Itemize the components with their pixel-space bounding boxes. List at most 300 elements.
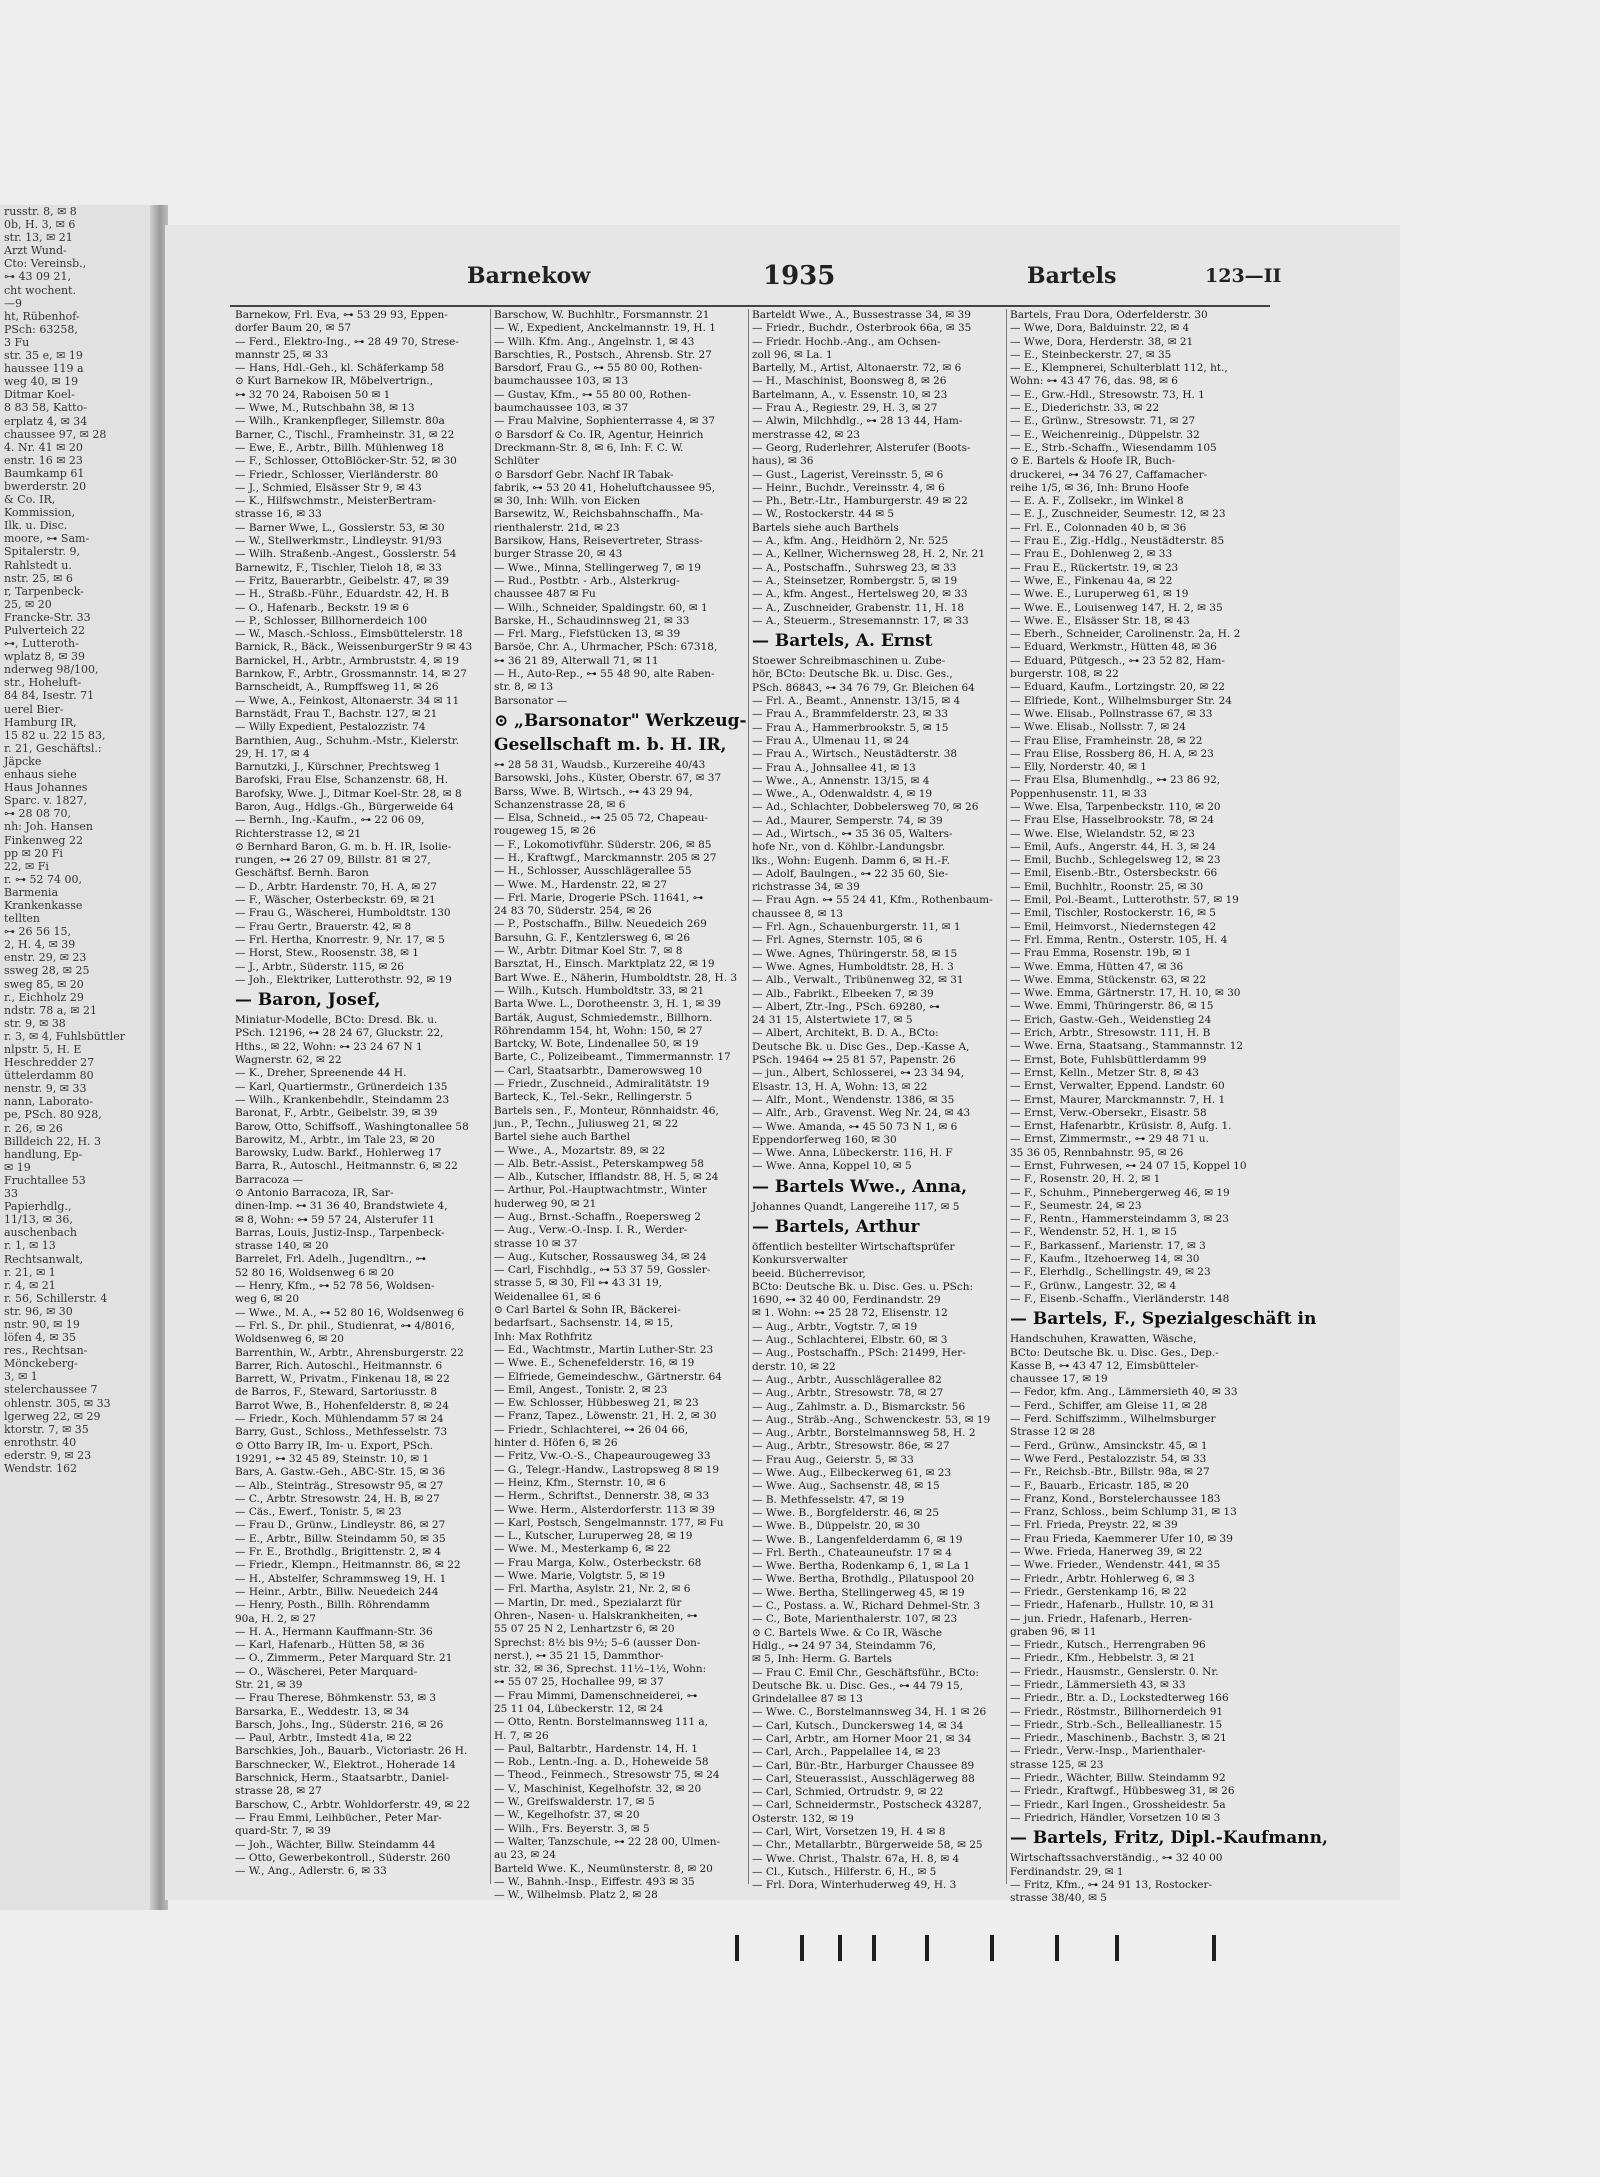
directory-entry: — Frl. S., Dr. phil., Studienrat, ⊶ 4/8016, — [235, 1319, 455, 1332]
directory-entry: — Ew. Schlosser, Hübbesweg 21, ✉ 23 — [494, 1397, 699, 1410]
directory-entry: — Wwe. Emma, Hütten 47, ✉ 36 — [1010, 960, 1184, 973]
directory-entry: — F., Schlosser, OttoBlöcker-Str. 52, ✉ 30 — [235, 455, 457, 468]
directory-entry: strasse 16, ✉ 33 — [235, 508, 322, 521]
directory-entry: Barschnick, Herm., Staatsarbtr., Daniel- — [235, 1772, 449, 1785]
prev-page-line: ⊶ 26 56 15, — [4, 925, 71, 939]
directory-entry: — W., Expedient, Anckelmannstr. 19, H. 1 — [494, 322, 716, 335]
directory-entry: — Karl, Hafenarb., Hütten 58, ✉ 36 — [235, 1639, 425, 1652]
directory-entry: — E., Arbtr., Billw. Steindamm 50, ✉ 35 — [235, 1532, 446, 1545]
directory-entry: Barteck, K., Tel.-Sekr., Rellingerstr. 5 — [494, 1091, 693, 1104]
prev-page-line: Ditmar Koel- — [4, 388, 75, 402]
directory-entry: rienthalerstr. 21d, ✉ 23 — [494, 521, 620, 534]
directory-entry: Barschnecker, W., Elektrot., Hoherade 14 — [235, 1758, 456, 1771]
directory-entry: — Ernst, Verw.-Obersekr., Eisastr. 58 — [1010, 1106, 1207, 1119]
directory-entry: — Friedr., Kraftwgf., Hübbesweg 31, ✉ 26 — [1010, 1785, 1235, 1798]
directory-entry: — Alb., Kutscher, Ifflandstr. 88, H. 5, ✉ 24 — [494, 1171, 719, 1184]
directory-entry: — W., Wilhelmsb. Platz 2, ✉ 28 — [494, 1889, 658, 1902]
directory-entry: Hdlg., ⊶ 24 97 34, Steindamm 76, — [752, 1639, 936, 1652]
directory-entry: — Wwe. M., Hardenstr. 22, ✉ 27 — [494, 878, 668, 891]
directory-entry: — Aug., Arbtr., Ausschlägerallee 82 — [752, 1373, 942, 1386]
directory-entry: — Wwe. Emmi, Thüringerstr. 86, ✉ 15 — [1010, 1000, 1214, 1013]
directory-entry: huderweg 90, ✉ 21 — [494, 1197, 597, 1210]
header-year: 1935 — [763, 261, 836, 291]
directory-entry: — Albert, Ztr.-Ing., PSch. 69280, ⊶ — [752, 1000, 940, 1013]
directory-entry: — Arthur, Pol.-Hauptwachtmstr., Winter — [494, 1184, 707, 1197]
directory-entry: — Ad., Wirtsch., ⊶ 35 36 05, Walters- — [752, 827, 953, 840]
directory-entry: — Bartels, Fritz, Dipl.-Kaufmann, — [1010, 1828, 1328, 1849]
directory-entry: Barsonator — — [494, 694, 568, 707]
directory-entry: — Ernst, Bote, Fuhlsbüttlerdamm 99 — [1010, 1053, 1207, 1066]
directory-entry: — E., Grünw., Stresowstr. 71, ✉ 27 — [1010, 415, 1196, 428]
directory-entry: — Wwe Ferd., Pestalozzistr. 54, ✉ 33 — [1010, 1452, 1207, 1465]
directory-entry: — Bartels Wwe., Anna, — [752, 1176, 968, 1197]
directory-entry: Barow, Otto, Schiffsoff., Washingtonallee 58 — [235, 1120, 469, 1133]
directory-entry: Konkursverwalter — [752, 1254, 848, 1267]
prev-page-line: r. 21, Geschäftsl.: — [4, 741, 102, 755]
directory-entry: ✉ 1. Wohn: ⊶ 25 28 72, Elisenstr. 12 — [752, 1307, 948, 1320]
prev-page-line: —9 — [4, 296, 22, 310]
directory-entry: Barnutzki, J., Kürschner, Prechtsweg 1 — [235, 761, 441, 774]
directory-entry: ⊶ 55 07 25, Hochallee 99, ✉ 37 — [494, 1676, 664, 1689]
directory-entry: — Gustav, Kfm., ⊶ 55 80 00, Rothen- — [494, 388, 691, 401]
directory-entry: Barschties, R., Postsch., Ahrensb. Str. 27 — [494, 348, 712, 361]
directory-entry: — F., Elerhdlg., Schellingstr. 49, ✉ 23 — [1010, 1266, 1211, 1279]
directory-entry: — Wwe. Agnes, Humboldtstr. 28, H. 3 — [752, 960, 954, 973]
prev-page-line: nlpstr. 5, H. E — [4, 1043, 82, 1056]
directory-entry: baumchaussee 103, ✉ 13 — [494, 375, 629, 388]
directory-entry: — Wwe. Bertha, Stellingerweg 45, ✉ 19 — [752, 1586, 965, 1599]
directory-entry: — Frau Elise, Framheinstr. 28, ✉ 22 — [1010, 734, 1203, 747]
directory-entry: — Wwe. Elisab., Nollsstr. 7, ✉ 24 — [1010, 721, 1186, 734]
directory-entry: dorfer Baum 20, ✉ 57 — [235, 322, 352, 335]
directory-entry: — Bernh., Ing.-Kaufm., ⊶ 22 06 09, — [235, 814, 425, 827]
directory-entry: Barrelet, Frl. Adelh., Jugendltrn., ⊶ — [235, 1253, 426, 1266]
prev-page-line: Jäpcke — [4, 754, 42, 768]
directory-entry: — Franz, Schloss., beim Schlump 31, ✉ 13 — [1010, 1506, 1237, 1519]
directory-entry: — W., Kegelhofstr. 37, ✉ 20 — [494, 1809, 640, 1822]
directory-entry: — Carl, Schmied, Ortrudstr. 9, ✉ 22 — [752, 1786, 944, 1799]
directory-entry: — Frau Agn. ⊶ 55 24 41, Kfm., Rothenbaum- — [752, 894, 993, 907]
directory-entry: — Carl, Staatsarbtr., Damerowsweg 10 — [494, 1064, 703, 1077]
directory-entry: — Frau A., Wirtsch., Neustädterstr. 38 — [752, 748, 958, 761]
prev-page-line: stelerchaussee 7 — [4, 1383, 98, 1397]
directory-entry: — Frau Emma, Rosenstr. 19b, ✉ 1 — [1010, 947, 1192, 960]
directory-entry: graben 96, ✉ 11 — [1010, 1625, 1097, 1638]
directory-entry: — Frl. Marg., Fiefstücken 13, ✉ 39 — [494, 628, 681, 641]
directory-entry: — H., Straßb.-Führ., Eduardstr. 42, H. B — [235, 588, 449, 601]
directory-entry: — Frau Therese, Böhmkenstr. 53, ✉ 3 — [235, 1692, 437, 1705]
directory-entry: ✉ 5, Inh: Herm. G. Bartels — [752, 1653, 892, 1666]
directory-entry: Barschow, W. Buchhltr., Forsmannstr. 21 — [494, 309, 710, 321]
directory-entry: — J., Arbtr., Süderstr. 115, ✉ 26 — [235, 960, 404, 973]
directory-entry: — H. A., Hermann Kauffmann-Str. 36 — [235, 1625, 433, 1638]
directory-entry: — Barner Wwe, L., Gosslerstr. 53, ✉ 30 — [235, 521, 445, 534]
prev-page-line: nann, Laborato- — [4, 1095, 93, 1109]
directory-entry: — Frl. Hertha, Knorrestr. 9, Nr. 17, ✉ 5 — [235, 933, 445, 946]
directory-entry: — Fr., Reichsb.-Btr., Billstr. 98a, ✉ 27 — [1010, 1466, 1210, 1479]
prev-page-line: 8 83 58, Katto- — [4, 401, 87, 415]
prev-page-line: str., Hoheluft- — [4, 676, 82, 690]
directory-entry: Röhrendamm 154, ht, Wohn: 150, ✉ 27 — [494, 1024, 703, 1037]
directory-entry: — F., Bauarb., Ericastr. 185, ✉ 20 — [1010, 1479, 1189, 1492]
directory-entry: — Friedr., Lämmersieth 43, ✉ 33 — [1010, 1678, 1186, 1691]
prev-page-line: r, Tarpenbeck- — [4, 584, 84, 598]
prev-page-line: 3 Fu — [4, 335, 30, 349]
directory-entry: — Emil, Angest., Tonistr. 2, ✉ 23 — [494, 1383, 668, 1396]
directory-entry: — Frau G., Wäscherei, Humboldtstr. 130 — [235, 907, 451, 920]
directory-entry: Barrett, W., Privatm., Finkenau 18, ✉ 22 — [235, 1373, 450, 1386]
prev-page-line: Rechtsanwalt, — [4, 1252, 84, 1266]
directory-entry: — Ferd. Schiffszimm., Wilhelmsburger — [1010, 1413, 1216, 1426]
directory-entry: — Emil, Eisenb.-Btr., Ostersbeckstr. 66 — [1010, 867, 1218, 880]
directory-entry: — V., Maschinist, Kegelhofstr. 32, ✉ 20 — [494, 1782, 702, 1795]
directory-entry: Barte, C., Polizeibeamt., Timmermannstr. 17 — [494, 1051, 731, 1064]
directory-entry: — Eduard, Pütgesch., ⊶ 23 52 82, Ham- — [1010, 654, 1225, 667]
prev-page-line: r. ⊶ 52 74 00, — [4, 872, 83, 886]
directory-entry: strasse 10 ✉ 37 — [494, 1237, 578, 1250]
directory-entry: Deutsche Bk. u. Disc. Ges., ⊶ 44 79 15, — [752, 1679, 964, 1692]
prev-page-line: ohlenstr. 305, ✉ 33 — [4, 1396, 111, 1410]
directory-entry: — Henry, Posth., Billh. Röhrendamm — [235, 1599, 430, 1612]
directory-entry: Bars, A. Gastw.-Geh., ABC-Str. 15, ✉ 36 — [235, 1466, 446, 1479]
directory-entry: ⊙ Carl Bartel & Sohn IR, Bäckerei- — [494, 1304, 681, 1317]
directory-entry: Schanzenstrasse 28, ✉ 6 — [494, 798, 626, 811]
directory-entry: ⊙ Bernhard Baron, G. m. b. H. IR, Isolie- — [235, 840, 452, 853]
directory-entry: — Friedr., Kfm., Hebbelstr. 3, ✉ 21 — [1010, 1652, 1196, 1665]
prev-page-line: Heschredder 27 — [4, 1056, 95, 1070]
prev-page-line: 2, H. 4, ✉ 39 — [4, 938, 76, 952]
directory-entry: — Alwin, Milchhdlg., ⊶ 28 13 44, Ham- — [752, 415, 963, 428]
directory-entry: — Ernst, Maurer, Marckmannstr. 7, H. 1 — [1010, 1093, 1226, 1106]
directory-entry: — Frau Elsa, Blumenhdlg., ⊶ 23 86 92, — [1010, 774, 1221, 787]
header-rule — [230, 305, 1270, 307]
directory-entry: ⊙ Barsdorf & Co. IR, Agentur, Heinrich — [494, 428, 704, 441]
directory-entry: BCto: Deutsche Bk. u. Disc. Ges. u. PSch: — [752, 1280, 974, 1293]
directory-entry: PSch. 12196, ⊶ 28 24 67, Gluckstr. 22, — [235, 1027, 444, 1040]
column-3 — [748, 309, 1006, 1892]
directory-entry: — Frau Mimmi, Damenschneiderei, ⊶ — [494, 1689, 698, 1702]
directory-entry: Barner, C., Tischl., Framheinstr. 31, ✉ 22 — [235, 428, 455, 441]
directory-entry: — Elsa, Schneid., ⊶ 25 05 72, Chapeau- — [494, 812, 708, 825]
directory-entry: Dreckmann-Str. 8, ✉ 6, Inh: F. C. W. — [494, 441, 684, 454]
directory-entry: — Emil, Pol.-Beamt., Lutterothstr. 57, ✉ 19 — [1010, 894, 1239, 907]
directory-entry: merstrasse 42, ✉ 23 — [752, 428, 860, 441]
header-left-word: Barnekow — [467, 263, 591, 289]
prev-page-line: sweg 85, ✉ 20 — [4, 977, 84, 991]
directory-entry: öffentlich bestellter Wirtschaftsprüfer — [752, 1241, 955, 1253]
directory-entry: 29, H. 17, ✉ 4 — [235, 747, 310, 760]
directory-entry: — Wwe. Marie, Volgtstr. 5, ✉ 19 — [494, 1570, 666, 1583]
prev-page-line: Ilk. u. Disc. — [4, 519, 68, 533]
directory-entry: — Wwe. Emma, Stückenstr. 63, ✉ 22 — [1010, 973, 1207, 986]
directory-entry: — F., Kaufm., Itzehoerweg 14, ✉ 30 — [1010, 1253, 1200, 1266]
prev-page-line: nstr. 25, ✉ 6 — [4, 571, 73, 585]
directory-entry: — Wwe. Frieda, Hanerweg 39, ✉ 22 — [1010, 1546, 1203, 1559]
directory-entry: — Frl. Dora, Winterhuderweg 49, H. 3 — [752, 1879, 957, 1892]
directory-entry: — Frl. Berth., Chateauneufstr. 17 ✉ 4 — [752, 1546, 952, 1559]
prev-page-line: str. 13, ✉ 21 — [4, 231, 73, 245]
directory-entry: — Bartels, Arthur — [752, 1217, 920, 1237]
directory-entry: — Carl, Bür.-Btr., Harburger Chaussee 89 — [752, 1759, 975, 1772]
directory-entry: Bartels siehe auch Barthels — [752, 521, 899, 534]
directory-entry: Barsztat, H., Einsch. Marktplatz 22, ✉ 19 — [494, 958, 715, 971]
prev-page-line: r., Eichholz 29 — [4, 990, 84, 1004]
directory-entry: — Frau E., Zig.-Hdlg., Neustädterstr. 85 — [1010, 535, 1225, 548]
directory-entry: Bartelly, M., Artist, Altonaerstr. 72, ✉ 6 — [752, 362, 962, 375]
directory-entry: — Frau A., Brammfelderstr. 23, ✉ 33 — [752, 708, 949, 721]
directory-entry: — Emil, Tischler, Rostockerstr. 16, ✉ 5 — [1010, 907, 1216, 920]
directory-entry: beeid. Bücherrevisor, — [752, 1267, 866, 1280]
directory-entry: — Heinr., Arbtr., Billw. Neuedeich 244 — [235, 1585, 439, 1598]
directory-entry: — Frau D., Grünw., Lindleystr. 86, ✉ 27 — [235, 1519, 446, 1532]
directory-entry: — Paul, Baltarbtr., Hardenstr. 14, H. 1 — [494, 1742, 698, 1755]
directory-entry: — Erich, Arbtr., Stresowstr. 111, H. B — [1010, 1027, 1211, 1040]
directory-entry: Weidenallee 61, ✉ 6 — [494, 1290, 601, 1303]
directory-entry: Inh: Max Rothfritz — [494, 1330, 593, 1343]
prev-page-line: nh: Joh. Hansen — [4, 820, 93, 834]
directory-entry: Elsastr. 13, H. A, Wohn: 13, ✉ 22 — [752, 1080, 928, 1093]
directory-entry: Geschäftsf. Bernh. Baron — [235, 867, 369, 880]
directory-entry: — Joh., Elektriker, Lutterothstr. 92, ✉ 19 — [235, 973, 452, 986]
directory-entry: — Carl, Steuerassist., Ausschlägerweg 88 — [752, 1772, 975, 1785]
directory-entry: — W., Rostockerstr. 44 ✉ 5 — [752, 508, 895, 521]
directory-entry: — Friedr., Hafenarb., Hullstr. 10, ✉ 31 — [1010, 1599, 1215, 1612]
directory-entry: — O., Wäscherei, Peter Marquard- — [235, 1665, 418, 1678]
prev-page-line: Sparc. v. 1827, — [4, 794, 87, 808]
directory-entry: — Wwe. Aug., Sachsenstr. 48, ✉ 15 — [752, 1480, 940, 1493]
directory-entry: — Frau A., Hammerbrookstr. 5, ✉ 15 — [752, 721, 949, 734]
directory-entry: — Frau E., Dohlenweg 2, ✉ 33 — [1010, 548, 1173, 561]
directory-entry: — Erich, Gastw.-Geh., Weidenstieg 24 — [1010, 1013, 1212, 1026]
directory-entry: — Friedrich, Händler, Vorsetzen 10 ✉ 3 — [1010, 1811, 1221, 1824]
prev-page-line: 25, ✉ 20 — [4, 597, 52, 611]
prev-page-line: Hamburg IR, — [4, 715, 77, 729]
directory-entry: — Willy Expedient, Pestalozzistr. 74 — [235, 721, 426, 734]
directory-entry: Bartels, Frau Dora, Oderfelderstr. 30 — [1010, 309, 1208, 321]
directory-entry: ⊙ Kurt Barnekow IR, Möbelvertrign., — [235, 375, 434, 388]
prev-page-line: enstr. 29, ✉ 23 — [4, 951, 87, 965]
directory-entry: strasse 38/40, ✉ 5 — [1010, 1892, 1107, 1905]
directory-entry: Deutsche Bk. u. Disc Ges., Dep.-Kasse A, — [752, 1040, 970, 1053]
directory-entry: Barnstädt, Frau T., Bachstr. 127, ✉ 21 — [235, 707, 438, 720]
directory-entry: — F., Barkassenf., Marienstr. 17, ✉ 3 — [1010, 1239, 1206, 1252]
directory-entry: — Frau Malvine, Sophienterrasse 4, ✉ 37 — [494, 415, 716, 428]
directory-entry: — J., Schmied, Elsässer Str 9, ✉ 43 — [235, 481, 422, 494]
directory-entry: — Alb., Fabrikt., Elbeeken 7, ✉ 39 — [752, 987, 934, 1000]
directory-entry: — Friedr., Btr. a. D., Lockstedterweg 166 — [1010, 1692, 1229, 1705]
directory-entry: ✉ 8, Wohn: ⊶ 59 57 24, Alsterufer 11 — [235, 1213, 435, 1226]
directory-entry: Barofski, Frau Else, Schanzenstr. 68, H. — [235, 774, 448, 787]
directory-entry: — F., Grünw., Langestr. 32, ✉ 4 — [1010, 1279, 1177, 1292]
directory-entry: — Alb., Steinträg., Stresowstr 95, ✉ 27 — [235, 1479, 444, 1492]
directory-entry: Barnthien, Aug., Schuhm.-Mstr., Kielerstr. — [235, 734, 460, 747]
prev-page-line: Baumkamp 61 — [4, 466, 85, 480]
directory-entry: — Bartels, F., Spezialgeschäft in — [1010, 1309, 1317, 1330]
directory-entry: — Frau Marga, Kolw., Osterbeckstr. 68 — [494, 1556, 702, 1569]
prev-page-line: lgerweg 22, ✉ 29 — [4, 1409, 101, 1423]
directory-entry: — Alb. Betr.-Assist., Peterskampweg 58 — [494, 1157, 704, 1170]
directory-entry: chaussee 17, ✉ 19 — [1010, 1373, 1108, 1386]
directory-entry: — P., Postschaffn., Billw. Neuedeich 269 — [494, 918, 707, 931]
prev-page-line: ✉ 19 — [4, 1160, 31, 1174]
directory-entry: — Fedor, kfm. Ang., Lämmersieth 40, ✉ 33 — [1010, 1386, 1238, 1399]
directory-entry: Barske, H., Schaudinnsweg 21, ✉ 33 — [494, 614, 690, 627]
directory-entry: richstrasse 34, ✉ 39 — [752, 881, 860, 894]
directory-entry: — C., Bote, Marienthalerstr. 107, ✉ 23 — [752, 1613, 958, 1626]
directory-entry: — Wwe, Dora, Herderstr. 38, ✉ 21 — [1010, 335, 1194, 348]
directory-entry: Barowitz, M., Arbtr., im Tale 23, ✉ 20 — [235, 1133, 435, 1146]
directory-entry: — Wwe. Bertha, Rodenkamp 6, 1, ✉ La 1 — [752, 1560, 971, 1573]
directory-entry: — Wilh. Kfm. Ang., Angelnstr. 1, ✉ 43 — [494, 335, 695, 348]
directory-entry: — Ad., Schlachter, Dobbelersweg 70, ✉ 26 — [752, 801, 979, 814]
directory-entry: — W., Bahnh.-Insp., Eiffestr. 493 ✉ 35 — [494, 1875, 695, 1888]
prev-page-line: Arzt Wund- — [4, 244, 67, 258]
directory-entry: — Chr., Metallarbtr., Bürgerweide 58, ✉ 25 — [752, 1839, 983, 1852]
directory-entry: — Wilh., Frs. Beyerstr. 3, ✉ 5 — [494, 1822, 650, 1835]
directory-entry: — Wilh., Schneider, Spaldingstr. 60, ✉ 1 — [494, 601, 708, 614]
directory-entry: — Alfr., Mont., Wendenstr. 1386, ✉ 35 — [752, 1093, 955, 1106]
directory-entry: — Friedr., Koch. Mühlendamm 57 ✉ 24 — [235, 1413, 444, 1426]
directory-entry: Kasse B, ⊶ 43 47 12, Eimsbütteler- — [1010, 1359, 1199, 1372]
directory-entry: — Fritz, Vw.-O.-S., Chapeaurougeweg 33 — [494, 1450, 711, 1463]
directory-entry: de Barros, F., Steward, Sartoriusstr. 8 — [235, 1386, 437, 1399]
prev-page-line: enstr. 16 ✉ 23 — [4, 453, 83, 467]
directory-entry: — Elly, Norderstr. 40, ✉ 1 — [1010, 761, 1147, 774]
directory-entry: — Wwe, M., Rutschbahn 38, ✉ 13 — [235, 402, 415, 415]
directory-entry: — E., Klempnerei, Schulterblatt 112, ht., — [1010, 362, 1228, 375]
directory-entry: — Friedr., Klempn., Heitmannstr. 86, ✉ 22 — [235, 1559, 461, 1572]
directory-entry: — Ernst, Zimmermstr., ⊶ 29 48 71 u. — [1010, 1133, 1209, 1146]
prev-page-line: res., Rechtsan- — [4, 1344, 88, 1358]
directory-entry: — Carl, Fischhdlg., ⊶ 53 37 59, Gossler- — [494, 1264, 711, 1277]
directory-entry: — H., Auto-Rep., ⊶ 55 48 90, alte Raben- — [494, 668, 715, 681]
previous-page-fragment — [0, 205, 160, 1910]
directory-entry: — Frau Elise, Rossberg 86, H. A, ✉ 23 — [1010, 747, 1214, 760]
directory-entry: — F., Wäscher, Osterbeckstr. 69, ✉ 21 — [235, 894, 436, 907]
directory-entry: au 23, ✉ 24 — [494, 1849, 556, 1862]
prev-page-line: handlung, Ep- — [4, 1147, 83, 1161]
directory-entry: — Wilh. Straßenb.-Angest., Gosslerstr. 54 — [235, 548, 457, 561]
directory-entry: — Herm., Schriftst., Dennerstr. 38, ✉ 33 — [494, 1490, 710, 1503]
prev-page-line: 15 82 u. 22 15 83, — [4, 728, 106, 742]
directory-entry: — Wwe. E., Luruperweg 61, ✉ 19 — [1010, 588, 1189, 601]
directory-entry: — W., Ang., Adlerstr. 6, ✉ 33 — [235, 1865, 387, 1878]
directory-entry: zoll 96, ✉ La. 1 — [752, 348, 833, 361]
prev-page-line: Pulverteich 22 — [4, 624, 86, 637]
prev-page-line: enhaus siehe — [4, 768, 77, 782]
directory-entry: — Wwe, E., Finkenau 4a, ✉ 22 — [1010, 574, 1173, 587]
directory-entry: Ferdinandstr. 29, ✉ 1 — [1010, 1865, 1124, 1878]
directory-entry: — Friedr., Verw.-Insp., Marienthaler- — [1010, 1745, 1206, 1758]
directory-entry: — Aug., Arbtr., Stresowstr. 78, ✉ 27 — [752, 1387, 944, 1400]
prev-page-line: ⊶ 28 08 70, — [4, 807, 71, 821]
directory-entry: Bartelmann, A., v. Essenstr. 10, ✉ 23 — [752, 388, 948, 401]
directory-entry: — Friedr., Schlosser, Vierländerstr. 80 — [235, 468, 439, 481]
directory-entry: — Baron, Josef, — [235, 990, 381, 1011]
directory-entry: — Ernst, Verwalter, Eppend. Landstr. 60 — [1010, 1080, 1225, 1093]
directory-entry: — Frl. Marie, Drogerie PSch. 11641, ⊶ — [494, 891, 704, 904]
directory-entry: — Emil, Heimvorst., Niedernstegen 42 — [1010, 920, 1217, 933]
header-right-word: Bartels — [1027, 263, 1117, 289]
column-2 — [490, 309, 748, 1902]
directory-entry: BCto: Deutsche Bk. u. Disc. Ges., Dep.- — [1010, 1346, 1219, 1359]
prev-page-line: Wendstr. 162 — [4, 1462, 78, 1475]
directory-entry: Bartels sen., F., Monteur, Rönnhaidstr. 46, — [494, 1104, 719, 1117]
scan-registration-marks — [0, 1935, 1600, 2025]
directory-entry: Bartcky, W. Bote, Lindenallee 50, ✉ 19 — [494, 1038, 699, 1051]
directory-entry: — Wwe. Amanda, ⊶ 45 50 73 N 1, ✉ 6 — [752, 1120, 958, 1133]
directory-entry: — Hans, Hdl.-Geh., kl. Schäferkamp 58 — [235, 362, 445, 375]
directory-entry: — Aug., Arbtr., Stresowstr. 86e, ✉ 27 — [752, 1440, 950, 1453]
prev-page-line: cht wochent. — [4, 283, 76, 297]
directory-entry: rougeweg 15, ✉ 26 — [494, 825, 596, 838]
directory-entry: ⊙ C. Bartels Wwe. & Co IR, Wäsche — [752, 1626, 943, 1639]
directory-entry: — O., Hafenarb., Beckstr. 19 ✉ 6 — [235, 601, 409, 614]
directory-entry: Ohren-, Nasen- u. Halskrankheiten, ⊶ — [494, 1609, 698, 1622]
prev-page-line: r. 56, Schillerstr. 4 — [4, 1291, 108, 1305]
directory-entry: 19291, ⊶ 32 45 89, Steinstr. 10, ✉ 1 — [235, 1452, 430, 1465]
directory-entry: Barss, Wwe. B, Wirtsch., ⊶ 43 29 94, — [494, 785, 693, 798]
prev-page-line: Haus Johannes — [4, 781, 88, 795]
prev-page-line: 84 84, Isestr. 71 — [4, 689, 95, 703]
prev-page-line: Papierhdlg., — [4, 1200, 72, 1214]
prev-page-line: ⊶ 43 09 21, — [4, 270, 71, 284]
directory-entry: — H., Maschinist, Boonsweg 8, ✉ 26 — [752, 375, 947, 388]
directory-entry: — Aug., Kutscher, Rossausweg 34, ✉ 24 — [494, 1250, 707, 1263]
directory-entry: Barnewitz, F., Tischler, Tieloh 18, ✉ 33 — [235, 561, 442, 574]
directory-entry: Barsarka, E., Weddestr. 13, ✉ 34 — [235, 1705, 410, 1718]
directory-entry: — Friedr., Buchdr., Osterbrook 66a, ✉ 35 — [752, 322, 972, 335]
directory-entry: nerst.), ⊶ 35 21 15, Dammthor- — [494, 1649, 664, 1662]
directory-entry: — L., Kutscher, Luruperweg 28, ✉ 19 — [494, 1530, 693, 1543]
directory-entry: — Aug., Verw.-O.-Insp. I. R., Werder- — [494, 1224, 688, 1237]
directory-entry: — Wilh., Krankenbehdlr., Steindamm 23 — [235, 1093, 450, 1106]
column-4 — [1006, 309, 1328, 1905]
directory-entry: str. 32, ✉ 36, Sprechst. 11½–1½, Wohn: — [494, 1663, 707, 1676]
directory-entry: haus), ✉ 36 — [752, 455, 814, 468]
directory-entry: — Ad., Maurer, Semperstr. 74, ✉ 39 — [752, 814, 943, 827]
prev-page-line: russtr. 8, ✉ 8 — [4, 205, 77, 218]
directory-entry: Handschuhen, Krawatten, Wäsche, — [1010, 1333, 1197, 1346]
directory-entry: ⊙ Antonio Barracoza, IR, Sar- — [235, 1187, 394, 1199]
directory-entry: — Frl. Martha, Asylstr. 21, Nr. 2, ✉ 6 — [494, 1583, 691, 1596]
directory-entry: — Frl. E., Colonnaden 40 b, ✉ 36 — [1010, 521, 1187, 534]
directory-entry: — Emil, Buchb., Schlegelsweg 12, ✉ 23 — [1010, 854, 1221, 867]
prev-page-line: Kommission, — [4, 506, 75, 520]
directory-entry: — Aug., Arbtr., Vogtstr. 7, ✉ 19 — [752, 1320, 918, 1333]
directory-entry: — Frau E., Rückertstr. 19, ✉ 23 — [1010, 561, 1179, 574]
directory-entry: Gesellschaft m. b. H. IR, — [494, 734, 727, 755]
directory-entry: — jun. Friedr., Hafenarb., Herren- — [1010, 1612, 1192, 1625]
directory-entry: dinen-Imp. ⊶ 31 36 40, Brandstwiete 4, — [235, 1200, 448, 1213]
directory-entry: Barsewitz, W., Reichsbahnschaffn., Ma- — [494, 508, 704, 521]
directory-entry: — Frl. Agnes, Sternstr. 105, ✉ 6 — [752, 934, 923, 947]
directory-entry: — H., Kraftwgf., Marckmannstr. 205 ✉ 27 — [494, 851, 717, 864]
directory-entry: — Joh., Wächter, Billw. Steindamm 44 — [235, 1838, 436, 1851]
directory-entry: Str. 21, ✉ 39 — [235, 1678, 303, 1691]
directory-entry: — Frau Frieda, Kaemmerer Ufer 10, ✉ 39 — [1010, 1532, 1233, 1545]
directory-entry: Barsikow, Hans, Reisevertreter, Strass- — [494, 535, 703, 548]
directory-entry: — Frl. Emma, Rentn., Osterstr. 105, H. 4 — [1010, 933, 1228, 946]
directory-entry: Barteld Wwe. K., Neumünsterstr. 8, ✉ 20 — [494, 1862, 713, 1875]
directory-entry: 52 80 16, Woldsenweg 6 ✉ 20 — [235, 1266, 395, 1279]
directory-entry: — Frau A., Regiestr. 29, H. 3, ✉ 27 — [752, 402, 938, 415]
directory-entry: weg 6, ✉ 20 — [235, 1293, 300, 1306]
directory-entry: — F., Eisenb.-Schaffn., Vierländerstr. 148 — [1010, 1292, 1230, 1305]
directory-entry: — Frau A., Ulmenau 11, ✉ 24 — [752, 734, 910, 747]
prev-page-line: Cto: Vereinsb., — [4, 257, 87, 271]
directory-entry: Wagnerstr. 62, ✉ 22 — [235, 1054, 342, 1067]
